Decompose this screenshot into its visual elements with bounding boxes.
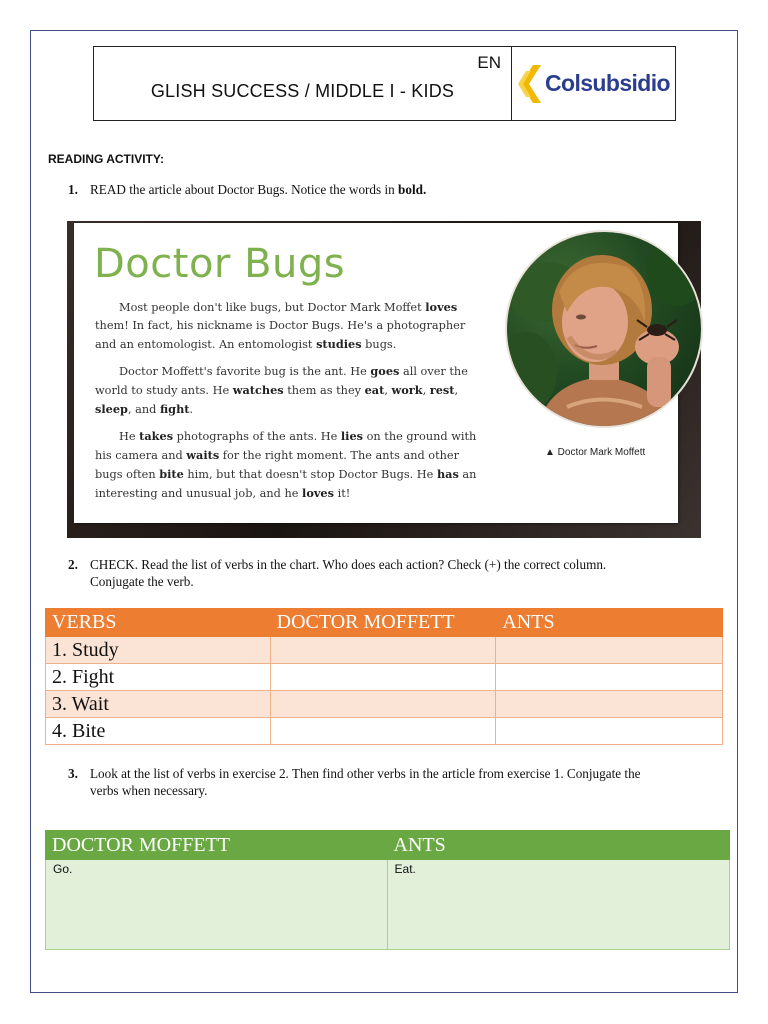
ants-verbs-cell[interactable]: Eat.: [387, 860, 729, 950]
verb-list-table: [45, 830, 730, 950]
doctor-portrait-photo: [505, 230, 703, 428]
doctor-check-cell[interactable]: [270, 718, 496, 745]
portrait-illustration: [507, 232, 703, 428]
doctor-check-cell[interactable]: [270, 637, 496, 664]
header-ants: ANTS: [387, 831, 729, 860]
verb-check-table: [45, 608, 723, 745]
logo-chevron-icon: [517, 65, 543, 103]
language-label: EN: [477, 53, 501, 72]
instruction-text: READ the article about Doctor Bugs. Notice the words in: [90, 182, 399, 197]
ants-check-cell[interactable]: [496, 637, 723, 664]
instruction-number: 3.: [68, 766, 78, 781]
instruction-text-line2: verbs when necessary.: [90, 783, 208, 798]
instruction-text-line2: Conjugate the verb.: [90, 574, 194, 589]
instruction-1: [68, 181, 426, 198]
photo-caption: ▲ Doctor Mark Moffett: [545, 447, 646, 458]
colsubsidio-logo: [517, 65, 670, 103]
verb-cell: 4. Bite: [46, 718, 271, 745]
instruction-text-line1: CHECK. Read the list of verbs in the chart. Who does each action? Check (+) the correct column.: [90, 557, 607, 572]
header-doctor-moffett: DOCTOR MOFFETT: [46, 831, 388, 860]
article-paragraph-3: He takes photographs of the ants. He lies on the ground with his camera and waits for the right moment. The ants and other bugs often bite him, but that doesn't stop Doctor Bugs. He has an interesting and unusual job, and he loves it!: [95, 429, 477, 500]
doctor-verbs-cell[interactable]: Go.: [46, 860, 388, 950]
header-verbs: VERBS: [46, 609, 271, 637]
section-title: READING ACTIVITY:: [48, 152, 164, 166]
instruction-number: 1.: [68, 182, 78, 197]
header-box: [93, 46, 676, 121]
doctor-check-cell[interactable]: [270, 664, 496, 691]
table-header-row: [46, 609, 723, 637]
header-doctor-moffett: DOCTOR MOFFETT: [270, 609, 496, 637]
article-paragraph-1: Most people don't like bugs, but Doctor Mark Moffet loves them! In fact, his nickname is Doctor Bugs. He's a photographer and an entomologist. An entomologist studies bugs.: [95, 300, 466, 351]
instruction-2: [68, 556, 606, 590]
ants-check-cell[interactable]: [496, 718, 723, 745]
ants-check-cell[interactable]: [496, 664, 723, 691]
table-row: [46, 691, 723, 718]
logo-text: Colsubsidio: [544, 70, 670, 96]
table-row: [46, 718, 723, 745]
article-paragraph-2: Doctor Moffett's favorite bug is the ant. He goes all over the world to study ants. He watches them as they eat, work, rest, sleep, and fight.: [95, 364, 468, 416]
ants-check-cell[interactable]: [496, 691, 723, 718]
instruction-number: 2.: [68, 557, 78, 572]
header-logo-cell: [512, 47, 675, 120]
article-card: [74, 223, 678, 523]
instruction-text-line1: Look at the list of verbs in exercise 2. Then find other verbs in the article from exercise 1. Conjugate the: [90, 766, 641, 781]
table-header-row: [46, 831, 730, 860]
verb-cell: 2. Fight: [46, 664, 271, 691]
header-title-cell: [94, 47, 512, 120]
table-row: [46, 637, 723, 664]
article-title: Doctor Bugs: [94, 241, 346, 287]
verb-cell: 1. Study: [46, 637, 271, 664]
instruction-3: [68, 765, 641, 799]
header-ants: ANTS: [496, 609, 723, 637]
table-row: [46, 860, 730, 950]
article-image: [67, 221, 701, 538]
article-body: [95, 298, 490, 511]
instruction-bold-text: bold.: [398, 182, 427, 197]
verb-cell: 3. Wait: [46, 691, 271, 718]
course-title: GLISH SUCCESS / MIDDLE I - KIDS: [150, 81, 455, 101]
doctor-check-cell[interactable]: [270, 691, 496, 718]
table-row: [46, 664, 723, 691]
